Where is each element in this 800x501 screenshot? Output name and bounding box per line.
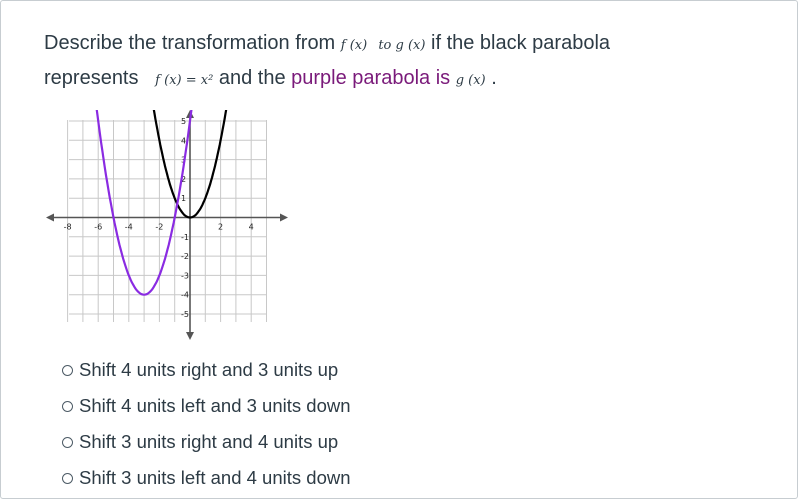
x-axis-arrow-right bbox=[280, 214, 288, 222]
x-tick-label: -6 bbox=[94, 222, 103, 232]
y-tick-label: -5 bbox=[181, 310, 189, 319]
answer-label: Shift 3 units left and 4 units down bbox=[79, 467, 351, 488]
x-tick-label: 4 bbox=[248, 222, 254, 232]
math-f-x: f (x) bbox=[340, 38, 368, 53]
answer-label: Shift 3 units right and 4 units up bbox=[79, 431, 339, 452]
x-tick-label: -2 bbox=[155, 222, 164, 232]
answer-option-2[interactable] bbox=[60, 388, 351, 424]
y-tick-label: 3 bbox=[181, 155, 187, 165]
question-text-part4: and the bbox=[213, 67, 292, 89]
purple-parabola-text: purple parabola is bbox=[291, 67, 451, 89]
math-f-equation: f (x) = x² bbox=[155, 73, 214, 88]
radio-button[interactable] bbox=[62, 473, 73, 484]
y-tick-label: -1 bbox=[181, 232, 189, 242]
math-g-x: g (x) bbox=[455, 73, 486, 88]
answer-label: Shift 4 units left and 3 units down bbox=[79, 395, 351, 416]
answer-option-4[interactable] bbox=[60, 460, 351, 496]
y-tick-label: 1 bbox=[181, 194, 187, 204]
question-text-part1: Describe the transformation from bbox=[44, 32, 341, 54]
question-text bbox=[44, 27, 764, 97]
question-text-part2: if the black parabola bbox=[425, 32, 611, 54]
question-text-part3: represents bbox=[44, 67, 139, 89]
radio-button[interactable] bbox=[62, 401, 73, 412]
x-tick-label: -4 bbox=[124, 222, 133, 232]
y-tick-label: 5 bbox=[181, 117, 187, 126]
answer-option-3[interactable] bbox=[60, 424, 351, 460]
answer-label: Shift 4 units right and 3 units up bbox=[79, 359, 339, 380]
radio-button[interactable] bbox=[62, 437, 73, 448]
radio-button[interactable] bbox=[62, 365, 73, 376]
question-line-2 bbox=[44, 62, 764, 97]
x-axis-arrow-left bbox=[46, 214, 54, 222]
answer-list bbox=[60, 352, 351, 496]
y-tick-label: -3 bbox=[181, 271, 189, 281]
x-tick-label: 2 bbox=[218, 222, 224, 232]
question-period: . bbox=[485, 67, 497, 89]
math-to-g-x: to g (x) bbox=[378, 38, 426, 53]
parabola-graph bbox=[44, 110, 294, 342]
y-tick-label: -2 bbox=[181, 252, 189, 262]
y-tick-label: 4 bbox=[181, 136, 187, 146]
x-tick-label: -8 bbox=[63, 222, 72, 232]
y-tick-label: -4 bbox=[181, 290, 189, 300]
answer-option-1[interactable] bbox=[60, 352, 351, 388]
y-axis-arrow-down bbox=[186, 332, 194, 340]
y-tick-label: 2 bbox=[181, 174, 187, 184]
question-line-1 bbox=[44, 27, 764, 62]
